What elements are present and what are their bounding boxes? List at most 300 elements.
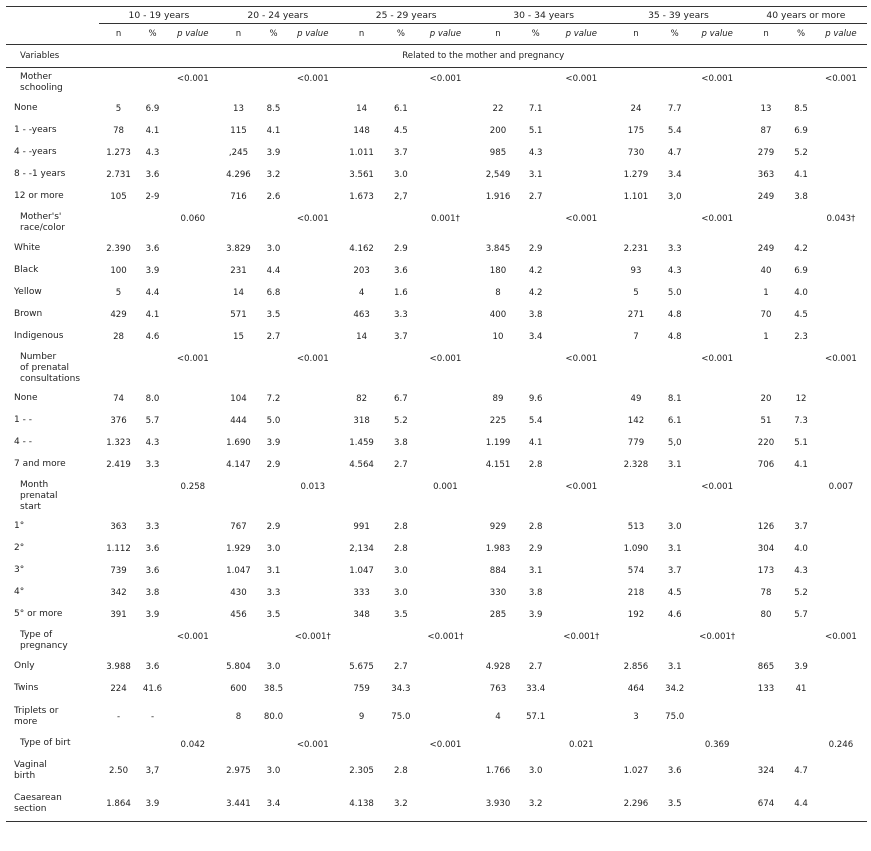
cell-n: 285 — [489, 609, 507, 620]
table-row — [6, 700, 867, 734]
cell-n: 2.305 — [349, 765, 374, 776]
cell-pct: 3.0 — [266, 243, 281, 254]
p-value: <0.001 — [565, 353, 598, 364]
cell-n: 2.231 — [623, 243, 649, 254]
cell-n: 28 — [113, 331, 124, 342]
cell-n: 1.199 — [485, 437, 511, 448]
p-value: <0.001 — [701, 353, 734, 364]
cell-pct: 4.1 — [794, 169, 808, 180]
col-pct: % — [787, 24, 815, 45]
cell-pct: 3.4 — [667, 169, 682, 180]
col-n: n — [337, 24, 386, 45]
cell-pct: 4.3 — [794, 565, 808, 576]
cell-n: 225 — [489, 415, 507, 426]
cell-pct: 3.9 — [145, 609, 160, 620]
cell-pct: 3.2 — [521, 788, 551, 822]
cell-n: 14 — [233, 287, 244, 298]
p-value: <0.001 — [565, 481, 598, 492]
cell-pct: 7.7 — [667, 103, 682, 114]
p-value: <0.001 — [565, 213, 598, 224]
col-p-value: p value — [551, 24, 613, 45]
cell-pct: 3.8 — [145, 587, 160, 598]
age-group-header — [6, 7, 867, 24]
cell-pct: 4.5 — [794, 309, 808, 320]
cell-pct: 8.5 — [794, 103, 808, 114]
cell-n: 200 — [489, 125, 507, 136]
cell-n: 1.864 — [99, 788, 137, 822]
cell-pct: 4.4 — [787, 788, 815, 822]
cell-n: 429 — [110, 309, 127, 320]
cell-pct: 6.1 — [667, 415, 682, 426]
cell-pct: 9.6 — [528, 393, 543, 404]
cell-n: 100 — [110, 265, 127, 276]
cell-pct: 57.1 — [526, 711, 546, 722]
cell-pct: 2,7 — [394, 191, 408, 202]
cell-n: 74 — [113, 393, 124, 404]
variable-name: Type of pregnancy — [20, 629, 68, 651]
table-row — [6, 788, 867, 822]
cell-n: 513 — [627, 521, 645, 532]
cell-pct — [787, 700, 815, 734]
table-row — [6, 516, 867, 538]
cell-pct: 2.3 — [794, 331, 808, 342]
col-pct: % — [259, 24, 289, 45]
cell-pct: 5.2 — [394, 415, 408, 426]
cell-n: 133 — [757, 683, 775, 694]
cell-pct: 3.6 — [145, 661, 160, 672]
cell-pct: 3,0 — [667, 191, 682, 202]
cell-pct: 4.1 — [528, 437, 543, 448]
cell-pct: 2.9 — [528, 243, 543, 254]
cell-n: 218 — [627, 587, 645, 598]
cell-n: 464 — [627, 683, 645, 694]
cell-n: 391 — [110, 609, 127, 620]
cell-n: 173 — [757, 565, 775, 576]
cell-pct: 3.0 — [266, 661, 281, 672]
cell-n: 430 — [230, 587, 247, 598]
cell-n: 400 — [489, 309, 507, 320]
cell-pct: 3.7 — [794, 521, 808, 532]
cell-pct: 3.4 — [259, 788, 289, 822]
cell-n: 600 — [230, 683, 247, 694]
cell-pct: 12 — [795, 393, 807, 404]
category-label: Brown — [14, 309, 43, 319]
category-label: None — [14, 393, 38, 403]
cell-pct: 3.1 — [667, 543, 682, 554]
age-group-label: 10 - 19 years — [99, 7, 218, 24]
cell-n: 4.162 — [349, 243, 374, 254]
cell-pct: 5.1 — [794, 437, 808, 448]
cell-n: 1.929 — [226, 543, 251, 554]
cell-n: 363 — [757, 169, 775, 180]
p-value: <0.001 — [825, 353, 857, 364]
cell-pct: 3.9 — [138, 788, 168, 822]
cell-n: 5.675 — [349, 661, 374, 672]
cell-n: 767 — [230, 521, 247, 532]
cell-n: 22 — [492, 103, 504, 114]
cell-n: 142 — [627, 415, 645, 426]
cell-n: 104 — [230, 393, 247, 404]
cell-n: 363 — [110, 521, 127, 532]
cell-n: - — [116, 711, 121, 722]
cell-n: 1.766 — [485, 765, 511, 776]
cell-n: 224 — [110, 683, 127, 694]
cell-pct: 7.2 — [266, 393, 281, 404]
col-n: n — [745, 24, 787, 45]
cell-pct: 2.8 — [394, 765, 408, 776]
cell-n: 333 — [353, 587, 370, 598]
cell-pct: 3.5 — [266, 609, 281, 620]
p-value: 0.060 — [180, 213, 206, 224]
cell-n: 5.804 — [226, 661, 251, 672]
p-value: 0.042 — [180, 739, 206, 750]
cell-pct: 3.3 — [667, 243, 682, 254]
cell-n: 8 — [495, 287, 501, 298]
cell-n: 192 — [627, 609, 645, 620]
cell-pct: 5.1 — [528, 125, 543, 136]
cell-n: 40 — [760, 265, 772, 276]
cell-n: 574 — [627, 565, 645, 576]
p-value: 0.001† — [431, 213, 460, 224]
p-value: <0.001† — [427, 631, 464, 642]
age-group-label: 20 - 24 years — [218, 7, 337, 24]
cell-n: 3 — [633, 711, 639, 722]
category-label: Caesarean section — [6, 788, 99, 822]
col-pct: % — [138, 24, 168, 45]
category-label: 7 and more — [14, 459, 66, 469]
cell-pct: 4.7 — [794, 765, 808, 776]
variable-row — [6, 208, 867, 238]
cell-n: 87 — [760, 125, 772, 136]
cell-pct: 8.1 — [667, 393, 682, 404]
cell-pct: 6.1 — [394, 103, 408, 114]
cell-n: 3.988 — [106, 661, 131, 672]
cell-pct: 3.6 — [145, 565, 160, 576]
cell-pct: 4.3 — [667, 265, 682, 276]
cell-pct: 38.5 — [263, 683, 284, 694]
cell-n: 759 — [353, 683, 370, 694]
cell-pct: 4.6 — [667, 609, 682, 620]
cell-n: 126 — [757, 521, 775, 532]
cell-n: 78 — [113, 125, 124, 136]
cell-pct: 3.0 — [667, 521, 682, 532]
cell-n: 2.419 — [106, 459, 131, 470]
table-row — [6, 282, 867, 304]
category-label: 4° — [14, 587, 25, 597]
p-value: <0.001 — [176, 74, 209, 84]
cell-pct: 3.6 — [394, 265, 408, 276]
cell-n: 929 — [489, 521, 507, 532]
cell-pct: 3.6 — [145, 243, 160, 254]
cell-pct: 41 — [795, 683, 807, 694]
cell-pct: 3.3 — [145, 459, 160, 470]
col-p-value: p value — [288, 24, 337, 45]
cell-pct: 7.3 — [794, 415, 808, 426]
cell-pct: 34.2 — [665, 683, 685, 694]
cell-n: 1.323 — [106, 437, 131, 448]
cell-pct: 3.4 — [528, 331, 543, 342]
p-value: <0.001 — [565, 74, 598, 84]
table-row — [6, 120, 867, 142]
cell-pct: 3.0 — [394, 587, 408, 598]
cell-pct: 4.4 — [145, 287, 160, 298]
cell-n: ,245 — [228, 147, 249, 158]
cell-n: 376 — [110, 415, 127, 426]
cell-n: 2.856 — [623, 661, 649, 672]
cell-pct: 75.0 — [665, 711, 685, 722]
p-value: <0.001 — [701, 213, 734, 224]
col-pct: % — [660, 24, 690, 45]
cell-pct: 4.1 — [145, 125, 160, 136]
cell-pct: 41.6 — [142, 683, 163, 694]
table-row — [6, 432, 867, 454]
cell-n: 51 — [760, 415, 772, 426]
cell-pct: 3.2 — [266, 169, 281, 180]
p-value: <0.001† — [294, 631, 331, 642]
cell-n: 2.731 — [106, 169, 131, 180]
p-value: <0.001 — [176, 631, 209, 642]
p-value: <0.001† — [699, 631, 736, 642]
cell-pct: 3.0 — [394, 169, 408, 180]
category-label: White — [14, 243, 41, 253]
table-row — [6, 604, 867, 626]
cell-n: 279 — [757, 147, 775, 158]
cell-pct: 3.9 — [145, 265, 160, 276]
category-label: Twins — [14, 683, 39, 693]
cell-pct: 33.4 — [526, 683, 546, 694]
cell-pct: 2.8 — [528, 521, 543, 532]
cell-n: 14 — [356, 331, 368, 342]
table-row — [6, 164, 867, 186]
cell-pct: 3.9 — [528, 609, 543, 620]
cell-n: 1.983 — [485, 543, 511, 554]
cell-n: 1 — [763, 287, 769, 298]
p-value: <0.001 — [296, 739, 329, 750]
table-row — [6, 388, 867, 410]
data-table — [6, 0, 867, 822]
sub-header — [6, 24, 867, 45]
table-row — [6, 410, 867, 432]
cell-pct: 3.8 — [794, 191, 808, 202]
cell-pct: 5,0 — [667, 437, 682, 448]
cell-n: 5 — [115, 103, 122, 114]
cell-pct: 5.7 — [794, 609, 808, 620]
cell-pct: 2.7 — [394, 459, 408, 470]
cell-pct: 3.5 — [266, 309, 281, 320]
cell-n: 716 — [230, 191, 247, 202]
category-label: Indigenous — [14, 331, 64, 341]
category-label: 1 - - — [14, 415, 32, 425]
table-row — [6, 260, 867, 282]
cell-n: 220 — [757, 437, 775, 448]
p-value: 0.258 — [180, 481, 206, 492]
cell-pct: 6.7 — [394, 393, 408, 404]
cell-pct: 2.7 — [266, 331, 281, 342]
p-value: 0.001 — [433, 481, 458, 492]
cell-n: 348 — [353, 609, 370, 620]
cell-pct: 2.9 — [394, 243, 408, 254]
cell-pct: 4.3 — [145, 437, 160, 448]
cell-n: 180 — [489, 265, 507, 276]
cell-pct: - — [150, 711, 155, 722]
cell-pct: 4.5 — [394, 125, 408, 136]
variable-row — [6, 68, 867, 98]
category-label: 12 or more — [14, 191, 64, 201]
cell-n: 4 — [358, 287, 365, 298]
cell-pct: 6.9 — [145, 103, 160, 114]
cell-n: 1.101 — [623, 191, 649, 202]
cell-pct: 2.8 — [394, 521, 408, 532]
cell-pct: 3.7 — [394, 331, 408, 342]
col-pct: % — [386, 24, 416, 45]
category-label: Triplets or more — [14, 705, 59, 727]
cell-n: 14 — [356, 103, 368, 114]
cell-pct: 5.0 — [266, 415, 281, 426]
variable-name: Number of prenatal consultations — [20, 351, 81, 384]
p-value: <0.001 — [701, 74, 734, 84]
cell-pct: 3.5 — [394, 609, 408, 620]
table-row — [6, 186, 867, 208]
cell-n: 15 — [233, 331, 244, 342]
cell-n: 4 — [495, 711, 501, 722]
category-label: Vaginal birth — [14, 759, 47, 781]
cell-n: 5 — [115, 287, 122, 298]
cell-pct: 5.4 — [528, 415, 543, 426]
cell-n: 1.090 — [623, 543, 649, 554]
cell-n: 730 — [627, 147, 645, 158]
col-n: n — [218, 24, 258, 45]
cell-pct: 3.6 — [667, 765, 682, 776]
cell-pct: 3.9 — [266, 437, 281, 448]
cell-pct: 3.0 — [266, 765, 281, 776]
cell-pct: 4.0 — [794, 543, 808, 554]
cell-pct: 3.1 — [528, 565, 543, 576]
cell-pct: 3.3 — [266, 587, 281, 598]
p-value: 0.021 — [569, 739, 594, 750]
cell-n: 1.916 — [485, 191, 511, 202]
cell-n: 70 — [760, 309, 772, 320]
cell-n — [745, 700, 787, 734]
cell-pct: 6.9 — [794, 265, 808, 276]
cell-pct: 4.5 — [667, 587, 682, 598]
cell-n: 739 — [110, 565, 127, 576]
cell-pct: 3.0 — [394, 565, 408, 576]
cell-pct: 75.0 — [391, 711, 411, 722]
table-row — [6, 582, 867, 604]
cell-n: 231 — [230, 265, 247, 276]
p-value: <0.001 — [825, 74, 857, 84]
cell-pct: 2.6 — [266, 191, 281, 202]
cell-pct: 3,7 — [145, 765, 160, 776]
cell-pct: 6.9 — [794, 125, 808, 136]
cell-pct: 3.6 — [145, 169, 160, 180]
cell-n: 3.441 — [218, 788, 258, 822]
cell-pct: 4.1 — [266, 125, 281, 136]
cell-n: 342 — [110, 587, 127, 598]
cell-pct: 2.9 — [266, 521, 281, 532]
cell-pct: 2-9 — [145, 191, 160, 202]
cell-pct: 2.7 — [394, 661, 408, 672]
p-value: 0.043† — [826, 213, 856, 224]
cell-n: 2,549 — [485, 169, 511, 180]
cell-n: 5 — [633, 287, 639, 298]
table-row — [6, 326, 867, 348]
cell-n: 2.50 — [108, 765, 129, 776]
p-value: 0.013 — [300, 481, 326, 492]
cell-n: 89 — [492, 393, 504, 404]
cell-n: 148 — [353, 125, 370, 136]
cell-n: 10 — [492, 331, 504, 342]
cell-n: 1.027 — [623, 765, 649, 776]
cell-pct: 3.1 — [667, 661, 682, 672]
variables-label: Variables — [6, 45, 99, 68]
age-group-label: 40 years or more — [745, 7, 867, 24]
category-label: Only — [14, 661, 35, 671]
cell-n: 706 — [757, 459, 775, 470]
cell-n: 463 — [353, 309, 370, 320]
table-row — [6, 454, 867, 476]
table-row — [6, 656, 867, 678]
cell-n: 49 — [630, 393, 642, 404]
cell-pct: 3.2 — [386, 788, 416, 822]
cell-n: 13 — [760, 103, 772, 114]
cell-n: 1.690 — [226, 437, 251, 448]
cell-pct: 4.4 — [266, 265, 281, 276]
cell-pct: 2.7 — [528, 661, 543, 672]
cell-pct: 8.0 — [145, 393, 160, 404]
cell-n: 304 — [757, 543, 775, 554]
cell-n: 456 — [230, 609, 247, 620]
cell-n: 3.930 — [475, 788, 521, 822]
cell-n: 78 — [760, 587, 772, 598]
cell-pct: 3.5 — [660, 788, 690, 822]
cell-n: 444 — [230, 415, 247, 426]
age-group-label: 25 - 29 years — [337, 7, 475, 24]
cell-n: 249 — [757, 243, 775, 254]
cell-pct: 4.6 — [145, 331, 160, 342]
cell-pct: 4.2 — [794, 243, 808, 254]
category-label: 5° or more — [14, 609, 63, 619]
col-n: n — [475, 24, 521, 45]
table-row — [6, 98, 867, 120]
cell-n: 674 — [745, 788, 787, 822]
cell-pct: 80.0 — [263, 711, 284, 722]
p-value: <0.001 — [429, 353, 462, 364]
col-n: n — [99, 24, 137, 45]
variable-name: Month prenatal start — [20, 479, 58, 512]
cell-pct: 3.1 — [528, 169, 543, 180]
cell-pct: 6.8 — [266, 287, 281, 298]
cell-n: 763 — [489, 683, 507, 694]
category-label: 1 - -years — [14, 125, 57, 135]
cell-n: 2.328 — [623, 459, 649, 470]
cell-n: 1.279 — [623, 169, 649, 180]
variable-row — [6, 476, 867, 516]
p-value: <0.001 — [176, 353, 209, 364]
cell-n: 2.975 — [226, 765, 251, 776]
cell-pct: 3.0 — [266, 543, 281, 554]
cell-n: 324 — [757, 765, 775, 776]
cell-n: 271 — [627, 309, 645, 320]
cell-pct: 3.0 — [528, 765, 543, 776]
section-title: Related to the mother and pregnancy — [99, 45, 867, 68]
col-p-value: p value — [815, 24, 867, 45]
cell-pct: 2.9 — [528, 543, 543, 554]
cell-n: 115 — [230, 125, 247, 136]
table-row — [6, 754, 867, 788]
col-p-value: p value — [690, 24, 745, 45]
category-label: 2° — [14, 543, 25, 553]
